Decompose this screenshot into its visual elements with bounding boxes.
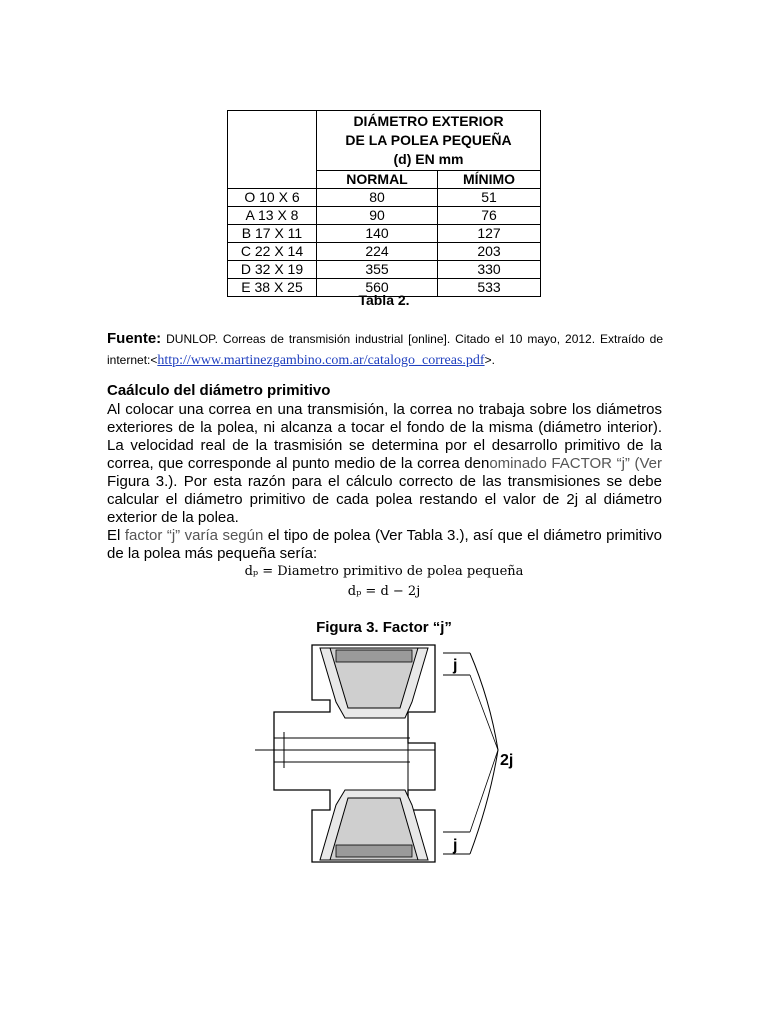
table-row [228,189,541,207]
minimo-value-cell: 51 [438,189,541,207]
formula-definition: dₚ = Diametro primitivo de polea pequeña [244,564,524,579]
label-2j: 2j [500,752,514,769]
table-main-header [317,111,541,171]
label-top-j: j [453,657,458,674]
table-caption: Tabla 2. [358,292,410,308]
table-corner-cell [228,111,317,189]
belt-diameter-table [227,110,541,297]
column-header-normal: NORMAL [317,171,438,189]
figure-title: Figura 3. Factor “j” [316,619,452,636]
belt-cords-top [336,650,412,662]
belt-type-cell: B 17 X 11 [228,225,317,243]
minimo-value-cell: 330 [438,261,541,279]
source-label: Fuente: [107,330,162,347]
paragraph-1 [107,401,662,527]
two-j-bracket [470,653,498,854]
label-bottom-j: j [453,837,458,854]
source-link[interactable]: http://www.martinezgambino.com.ar/catalogo_correas.pdf [157,353,485,368]
minimo-value-cell: 533 [438,279,541,297]
minimo-value-cell: 127 [438,225,541,243]
table-row [228,243,541,261]
normal-value-cell: 140 [317,225,438,243]
header-line-1: DIÁMETRO EXTERIOR [353,113,504,129]
paragraph-1-part-b: ominado FACTOR “j” (Ver [489,455,662,472]
paragraph-1-part-a: Al colocar una correa en una transmisión, la correa no trabaja sobre los diámetros exteriores de la polea, ni alcanza a tocar el fondo de la misma (diámetro interior). La velocidad real de la trasmisión se determina por el desarrollo primitivo de la correa, que corresponde al punto medio de la correa den [107,401,662,472]
header-line-2: DE LA POLEA PEQUEÑA [345,132,512,148]
normal-value-cell: 355 [317,261,438,279]
table-row [228,261,541,279]
section-heading: Caálculo del diámetro primitivo [107,382,331,399]
minimo-value-cell: 203 [438,243,541,261]
source-text: DUNLOP. Correas de transmisión industrial [online]. Citado el 10 mayo, 2012. Extraído de internet:< [107,332,663,367]
belt-type-cell: O 10 X 6 [228,189,317,207]
column-header-minimo: MÍNIMO [438,171,541,189]
paragraph-2-part-c: el tipo de polea (Ver Tabla 3.), así que el diámetro primitivo de la polea más pequeña sería: [107,527,663,562]
minimo-value-cell: 76 [438,207,541,225]
source-citation [107,328,663,371]
belt-cords-bottom [336,845,412,857]
belt-type-cell: D 32 X 19 [228,261,317,279]
two-j-bracket-inner [470,675,498,832]
paragraph-2-part-b: factor “j” varía según [124,527,264,544]
pulley-diagram [250,640,540,870]
source-tail: >. [484,353,495,367]
belt-type-cell: A 13 X 8 [228,207,317,225]
paragraph-1-part-c: Figura 3.). Por esta razón para el cálculo correcto de las transmisiones se debe calcular el diámetro primitivo de cada polea restando el valor de 2j al diámetro exterior de la polea. [107,473,662,526]
normal-value-cell: 224 [317,243,438,261]
formula-equation: dₚ = d − 2j [347,584,421,599]
normal-value-cell: 560 [317,279,438,297]
normal-value-cell: 90 [317,207,438,225]
belt-type-cell: E 38 X 25 [228,279,317,297]
table-row [228,225,541,243]
paragraph-2 [107,527,662,563]
normal-value-cell: 80 [317,189,438,207]
table-row [228,207,541,225]
header-line-3: (d) EN mm [393,151,464,167]
belt-type-cell: C 22 X 14 [228,243,317,261]
paragraph-2-part-a: El [107,527,125,544]
